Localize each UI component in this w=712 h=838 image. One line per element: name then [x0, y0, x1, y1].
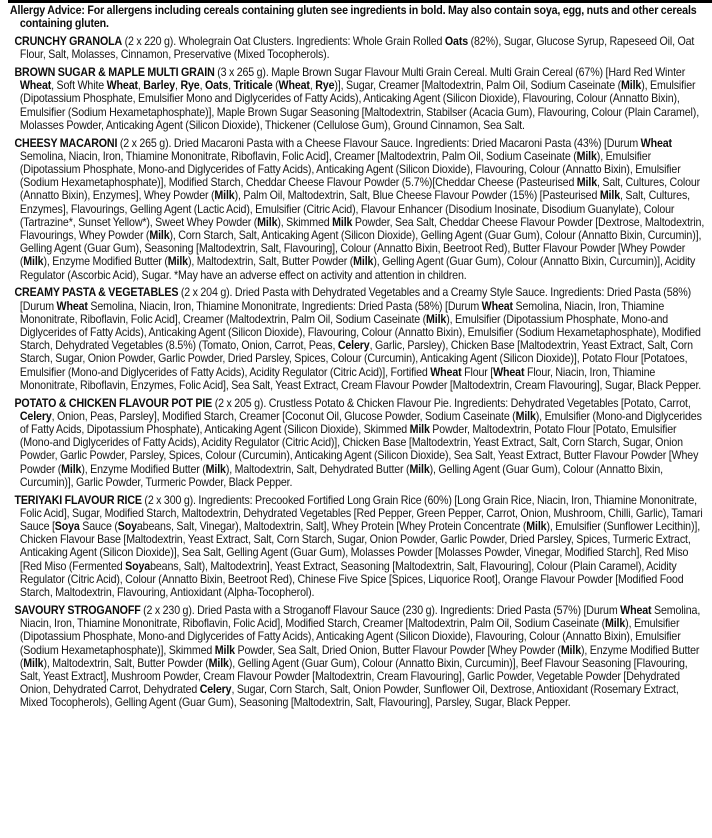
- allergen-bold-text: Soy: [117, 519, 137, 534]
- product-savoury-stroganoff: [0, 604, 712, 710]
- product-teriyaki-flavour-rice: [0, 494, 712, 600]
- ingredient-text: (2 x 204 g). Dried Pasta with Dehydrated Vegetables and a Creamy Style Sauce. Ingredients: Dried Pasta (58%) [Durum: [19, 285, 692, 313]
- product-name: CHEESY MACARONI: [14, 135, 118, 150]
- allergen-bold-text: Wheat: [620, 602, 652, 617]
- ingredient-text: ), Emulsifier (Dipotassium Phosphate, Mono-and Diglycerides of Fatty Acids), Anticaking Agent (Silicon Dioxide), Flavouring, Colour (Annatto Bixin), Emulsifier (Sodium Hexametaphosphate)], Skimmed: [19, 616, 681, 657]
- ingredient-text: ), Enzyme Modified Butter (: [43, 254, 168, 269]
- allergen-bold-text: Oats: [204, 78, 229, 93]
- ingredient-text: , Salt, Cultures, Colour (Annatto Bixin), Enzymes], Whey Powder (: [19, 175, 701, 203]
- allergen-bold-text: Celery: [19, 408, 52, 423]
- ingredient-text: Flour [: [461, 364, 494, 379]
- allergen-bold-text: Barley: [143, 78, 176, 93]
- ingredient-text: , Soft White: [51, 78, 107, 93]
- ingredient-text: , Garlic, Parsley), Chicken Base [Maltodextrin, Yeast Extract, Salt, Corn Starch, Sugar, Onion Powder, Garlic Powder, Dried Parsley, Spices, Colour (Curcumin), Anticaking Agent (Silicon Dioxide)], Potato Flour [Potatoes, Emulsifier (Mono-and Diglycerides of Fatty Acids), Acidity Regulator (Citric Acid)], Fortified: [19, 338, 693, 379]
- ingredient-text: (3 x 265 g). Maple Brown Sugar Flavour Multi Grain Cereal. Multi Grain Cereal (67%) [Hard Red Winter: [214, 65, 686, 79]
- ingredient-text: (2 x 220 g). Wholegrain Oat Clusters. Ingredients: Whole Grain Rolled: [122, 34, 445, 48]
- allergen-bold-text: Milk: [621, 78, 642, 93]
- allergen-bold-text: Wheat: [640, 135, 672, 150]
- ingredient-text: ), Gelling Agent (Guar Gum), Colour (Annatto Bixin, Curcumin)], Beef Flavour Seasoning [Flavouring, Salt, Yeast Extract], Mushroom Powder, Cream Flavour Powder [Maltodextrin, Cream Flavouring], Garlic Powder, Vegetable Powder [Dehydrated Onion, Dehydrated Carrot, Dehydrated: [19, 655, 688, 697]
- allergen-bold-text: For allergens including cereals containing gluten see ingredients in bold. May also contain soya, egg, nuts and other cereals containing gluten.: [19, 3, 697, 31]
- allergen-bold-text: Milk: [604, 616, 626, 631]
- ingredient-text: (82%), Sugar, Glucose Syrup, Rapeseed Oil, Oat Flour, Salt, Molasses, Cinnamon, Preservative (Mixed Tocopherols).: [19, 34, 695, 62]
- ingredient-text: Semolina, Niacin, Iron, Thiamine Mononitrate, Riboflavin, Folic Acid], Modified Starch, Creamer [Maltodextrin, Palm Oil, Sodium Caseinate (: [19, 602, 701, 631]
- ingredient-text: ), Gelling Agent (Guar Gum), Colour (Annatto Bixin, Curcumin)], Garlic Powder, Turmeric Powder, Black Pepper.: [19, 461, 663, 489]
- allergen-bold-text: Milk: [23, 254, 44, 269]
- allergen-bold-text: Milk: [599, 188, 620, 203]
- allergen-bold-text: Milk: [526, 519, 547, 534]
- product-name: CRUNCHY GRANOLA: [14, 34, 123, 48]
- ingredient-text: ), Skimmed: [277, 214, 333, 229]
- allergen-bold-text: Milk: [214, 188, 235, 203]
- allergen-bold-text: Celery: [199, 682, 232, 697]
- allergen-bold-text: Wheat: [278, 78, 310, 93]
- allergen-bold-text: Celery: [337, 338, 370, 353]
- allergen-bold-text: Milk: [205, 461, 226, 476]
- product-name: CREAMY PASTA & VEGETABLES: [14, 285, 179, 300]
- allergen-bold-text: Wheat: [106, 78, 138, 93]
- allergen-bold-text: Milk: [61, 461, 82, 476]
- ingredient-text: , Sugar, Corn Starch, Salt, Onion Powder, Sunflower Oil, Dextrose, Antioxidant (Rosemary Extract, Mixed Tocopherols), Gelling Agent (Guar Gum), Seasoning [Maltodextrin, Salt, Flavouring], Parsley, Sugar, Black Pepper.: [19, 682, 679, 710]
- ingredient-text: Sauce (: [79, 519, 118, 534]
- allergen-bold-text: Milk: [23, 655, 44, 670]
- ingredient-text: Flour, Niacin, Iron, Thiamine Mononitrate, Riboflavin, Enzymes, Folic Acid], Sea Salt, Yeast Extract, Cream Flavour Powder [Maltodextrin, Cream Flavouring], Sugar, Black Pepper.: [19, 364, 702, 392]
- allergen-bold-text: Soya: [54, 519, 80, 534]
- allergen-bold-text: Milk: [257, 214, 278, 229]
- allergen-bold-text: Milk: [332, 214, 353, 229]
- allergen-bold-text: Oats: [444, 34, 469, 48]
- allergen-bold-text: Milk: [409, 461, 430, 476]
- allergen-bold-text: Milk: [409, 422, 430, 437]
- ingredient-text: , Salt, Cultures, Enzymes], Flavourings, Gelling Agent (Lactic Acid), Emulsifier (Citric Acid), Flavour Enhancer (Disodium Inosinate, Disodium Guanylate), Colour (Tartrazine*, Sunset Yellow*), Sweet Whey Powder (: [19, 188, 690, 229]
- ingredient-text: ,: [228, 78, 234, 93]
- ingredient-text: ), Maltodextrin, Salt, Butter Powder (: [43, 655, 209, 670]
- ingredient-text: Powder, Sea Salt, Cheddar Cheese Flavour Powder [Dextrose, Maltodextrin, Flavourings, Whey Powder (: [19, 214, 705, 243]
- ingredient-text: ), Emulsifier (Dipotassium Phosphate, Emulsifier Mono and Diglycerides of Fatty Acids), Anticaking Agent (Silicon Dioxide), Flavouring, Colour (Annatto Bixin), Emulsifier (Sodium Hexametaphosphate)], Maple Brown Sugar Seasoning [Maltodextrin, Stabilser (Acacia Gum), Flavouring, Colour (Plain Caramel), Molasses Powder, Anticaking Agent (Silicon Dioxide), Thickener (Cellulose Gum), Ground Cinnamon, Sea Salt.: [19, 78, 700, 132]
- ingredient-text: (2 x 300 g). Ingredients: Precooked Fortified Long Grain Rice (60%) [Long Grain Rice, Niacin, Iron, Thiamine Mononitrate, Folic Acid], Sugar, Modified Starch, Maltodextrin, Dehydrated Vegetables [Red Pepper, Green Pepper, Carrot, Onion, Mushroom, Chilli, Garlic), Tamari Sauce [: [19, 492, 703, 534]
- product-potato-chicken-pot-pie: [0, 397, 712, 489]
- allergen-bold-text: Milk: [576, 175, 597, 190]
- ingredient-text: Semolina, Niacin, Iron, Thiamine Mononitrate, Ingredients: Dried Pasta (58%) [Durum: [87, 298, 482, 313]
- allergen-bold-text: Wheat: [493, 364, 525, 379]
- allergen-bold-text: Milk: [515, 408, 536, 423]
- allergen-bold-text: Milk: [426, 311, 447, 326]
- allergen-bold-text: Milk: [560, 642, 581, 657]
- ingredient-text: Semolina, Niacin, Iron, Thiamine Mononitrate, Riboflavin, Folic Acid], Creamer [Maltodextrin, Palm Oil, Sodium Caseinate (: [19, 148, 577, 163]
- ingredient-text: ), Maltodextrin, Salt, Butter Powder (: [187, 254, 354, 269]
- allergen-bold-text: Rye: [315, 78, 335, 93]
- ingredient-text: ), Maltodextrin, Salt, Dehydrated Butter (: [225, 461, 410, 476]
- allergen-bold-text: Wheat: [19, 78, 52, 93]
- ingredient-text: abeans, Salt, Vinegar), Maltodextrin, Salt], Whey Protein [Whey Protein Concentrate (: [136, 519, 527, 534]
- allergen-bold-text: Milk: [353, 254, 374, 269]
- allergen-bold-text: Milk: [208, 655, 229, 670]
- ingredient-text: (: [272, 78, 279, 93]
- product-name: POTATO & CHICKEN FLAVOUR POT PIE: [14, 395, 213, 410]
- allergen-bold-text: Triticale: [233, 78, 273, 93]
- product-brown-sugar-maple-multi-grain: [0, 66, 712, 132]
- allergen-bold-text: Milk: [149, 228, 170, 243]
- ingredient-text: , Onion, Peas, Parsley], Modified Starch, Creamer [Coconut Oil, Glucose Powder, Sodium Caseinate (: [51, 408, 516, 423]
- ingredient-text: (2 x 205 g). Crustless Potato & Chicken Flavour Pie. Ingredients: Dehydrated Vegetables [Potato, Carrot,: [212, 395, 691, 410]
- ingredients-document: [0, 4, 712, 714]
- ingredient-text: ), Palm Oil, Maltodextrin, Salt, Blue Cheese Flavour Powder (15%) [Pasteurised: [234, 188, 600, 203]
- ingredient-text: Semolina, Niacin, Iron, Thiamine Mononitrate, Riboflavin, Folic Acid], Creamer (Maltodextrin, Palm Oil, Sodium Caseinate (: [19, 298, 665, 326]
- ingredient-text: ), Emulsifier (Dipotassium Phosphate, Mono-and Diglycerides of Fatty Acids), Anticaking Agent (Silicon Dioxide), Flavouring, Colour (Annatto Bixin), Emulsifier (Sodium Hexametaphosphate)], Modified Starch, Cheddar Cheese Flavour Powder (5.7%)[Cheddar Cheese (Pasteurised: [19, 148, 681, 190]
- allergen-bold-text: Milk: [214, 642, 235, 657]
- ingredient-text: (2 x 230 g). Dried Pasta with a Stroganoff Flavour Sauce (230 g). Ingredients: Dried Pasta (57%) [Durum: [140, 602, 621, 617]
- allergen-bold-text: Soya: [125, 558, 151, 573]
- allergen-bold-text: Milk: [167, 254, 188, 269]
- allergen-bold-text: Wheat: [430, 364, 462, 379]
- ingredient-text: )], Sugar, Creamer [Maltodextrin, Palm Oil, Sodium Caseinate (: [334, 78, 622, 93]
- product-name: Allergy Advice:: [9, 3, 85, 17]
- product-cheesy-macaroni: [0, 137, 712, 282]
- ingredient-text: (2 x 265 g). Dried Macaroni Pasta with a Cheese Flavour Sauce. Ingredients: Dried Macaroni Pasta (43%) [Durum: [117, 135, 641, 150]
- product-creamy-pasta-vegetables: [0, 286, 712, 392]
- ingredient-text: Powder, Maltodextrin, Potato Flour [Potato, Emulsifier (Mono-and Diglycerides of Fatty Acids), Acidity Regulator (Citric Acid)], Chicken Base [Maltodextrin, Yeast Extract, Salt, Corn Starch, Sugar, Onion Powder, Garlic Powder, Parsley, Spices, Colour (Curcumin), Anticaking Agent (Silicon Dioxide), Sea Salt, Yeast Extract, Butter Flavour Powder [Whey Powder (: [19, 422, 699, 476]
- ingredient-text: ), Emulsifier (Mono-and Diglycerides of Fatty Acids, Dipotassium Phosphate), Anticaking Agent (Silicon Dioxide), Skimmed: [19, 408, 702, 437]
- product-name: BROWN SUGAR & MAPLE MULTI GRAIN: [14, 65, 215, 79]
- ingredient-text: ), Gelling Agent (Guar Gum), Colour (Annatto Bixin, Curcumin)], Acidity Regulator (Ascorbic Acid), Sugar. *May have an adverse effect on activity and attention in children.: [19, 254, 696, 282]
- product-name: SAVOURY STROGANOFF: [14, 602, 141, 617]
- ingredient-text: ,: [137, 78, 144, 93]
- product-name: TERIYAKI FLAVOUR RICE: [14, 492, 142, 507]
- allergy-advice: [0, 4, 712, 30]
- ingredient-text: beans, Salt), Maltodextrin], Yeast Extract, Seasoning [Maltodextrin, Salt, Flavouring], Colour (Plain Caramel), Acidity Regulator (Citric Acid), Colour (Annatto Bixin, Beetroot Red), Chinese Five Spice [Spices, Liquorice Root], Orange Flavour Powder [Modified Food Starch, Maltodextrin, Flavouring, Antioxidant (Alpha-Tocopherol).: [19, 558, 684, 600]
- ingredient-text: ), Emulsifier (Sunflower Lecithin)], Chicken Flavour Base [Maltodextrin, Yeast Extract, Salt, Corn Starch, Sugar, Onion Powder, Garlic Powder, Dried Parsley, Spices, Turmeric Extract, Anticaking Agent (Silicon Dioxide)], Sea Salt, Gelling Agent (Guar Gum), Molasses Powder [Molasses Powder, Vinegar, Modified Starch], Red Miso [Red Miso (Fermented: [19, 519, 701, 573]
- ingredient-text: ), Enzyme Modified Butter (: [81, 461, 206, 476]
- ingredient-text: ,: [309, 78, 316, 93]
- ingredient-text: ,: [199, 78, 205, 93]
- ingredient-text: Powder, Sea Salt, Dried Onion, Butter Flavour Powder [Whey Powder (: [234, 642, 561, 657]
- allergen-bold-text: Rye: [180, 78, 200, 93]
- ingredient-text: ,: [175, 78, 181, 93]
- allergen-bold-text: Wheat: [56, 298, 88, 313]
- ingredient-text: ), Enzyme Modified Butter (: [19, 642, 700, 670]
- allergen-bold-text: Milk: [576, 148, 597, 163]
- ingredient-text: ), Corn Starch, Salt, Anticaking Agent (Silicon Dioxide), Gelling Agent (Guar Gum), Colour (Annatto Bixin, Curcumin)], Gelling Agent (Guar Gum), Seasoning [Maltodextrin, Salt, Flavouring], Colour (Annatto Bixin, Beetroot Red), Butter Flavour Powder [Whey Powder (: [19, 228, 702, 269]
- ingredient-text: ), Emulsifier (Dipotassium Phosphate, Mono-and Diglycerides of Fatty Acids), Anticaking Agent (Silicon Dioxide), Flavouring, Colour (Annatto Bixin), Emulsifier (Sodium Hexametaphosphate), Modified Starch, Dehydrated Vegetables (8.5%) (Tomato, Onion, Carrot, Peas,: [19, 311, 701, 353]
- allergen-bold-text: Wheat: [481, 298, 513, 313]
- product-crunchy-granola: [0, 35, 712, 61]
